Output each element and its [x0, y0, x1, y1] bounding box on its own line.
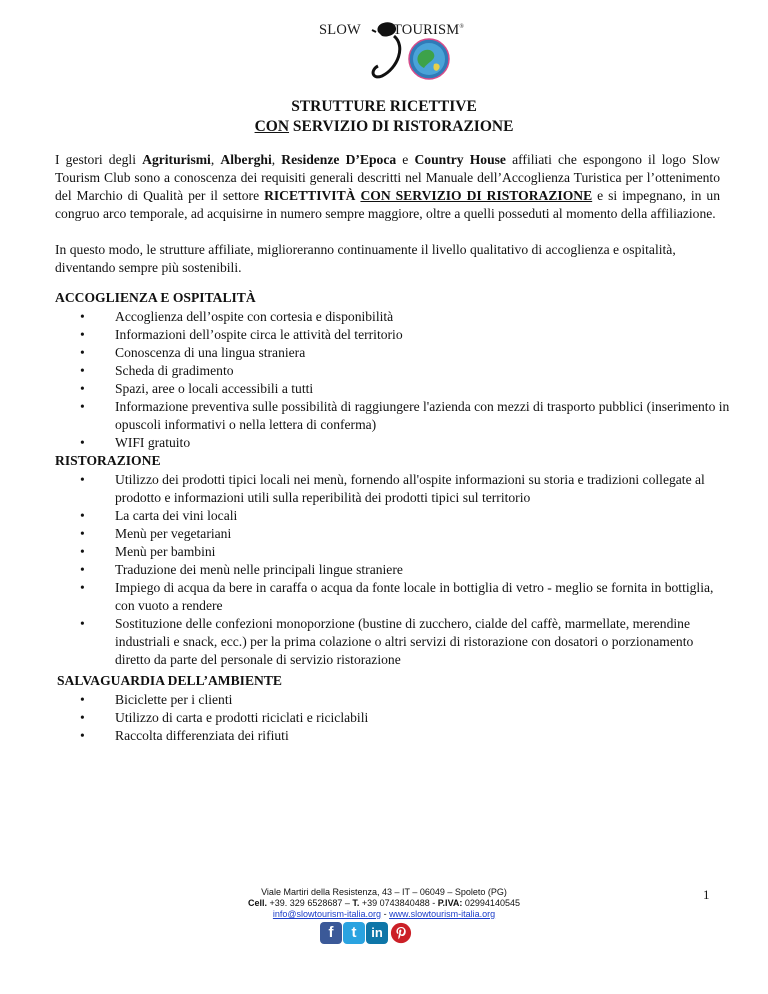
list-accoglienza — [80, 308, 730, 452]
email-link[interactable]: info@slowtourism-italia.org — [272, 909, 382, 919]
list-item: • Informazione preventiva sulle possibilità di raggiungere l'azienda con mezzi di trasporto pubblici (inserimento in opuscoli informativi o nella lettera di conferma) — [80, 399, 730, 432]
website-link[interactable]: www.slowtourism-italia.org — [389, 909, 496, 919]
list-item: • Scheda di gradimento — [80, 363, 234, 378]
list-item: • Utilizzo di carta e prodotti riciclati e riciclabili — [80, 710, 369, 725]
list-ristorazione — [80, 471, 730, 669]
title-line-1: STRUTTURE RICETTIVE — [291, 98, 477, 115]
intro-paragraph: I gestori degli Agriturismi, Alberghi, Residenze D’Epoca e Country House affiliati che espongono il logo Slow Tourism Club sono a conoscenza dei requisiti generali descritti nel Manuale dell’Accoglienza Turistica per l’ottenimento del Marchio di Qualità per il settore RICETTIVITÀ CON SERVIZIO DI RISTORAZIONE e si impegnano, in un congruo arco temporale, ad acquisirne in numero sempre maggiore, oltre a quelli posseduti al momento della affiliazione. — [55, 152, 720, 221]
section-title-accoglienza: ACCOGLIENZA E OSPITALITÀ — [55, 290, 256, 305]
title-line-2: CON SERVIZIO DI RISTORAZIONE — [254, 118, 514, 135]
globe-icon — [408, 38, 450, 80]
list-item: • Informazioni dell’ospite circa le attività del territorio — [80, 327, 403, 342]
intro-paragraph-2: In questo modo, le strutture affiliate, miglioreranno continuamente il livello qualitativo di accoglienza e ospitalità, diventando sempre più sostenibili. — [55, 242, 676, 275]
list-item: • WIFI gratuito — [80, 435, 191, 450]
footer-address: Viale Martiri della Resistenza, 43 – IT – 06049 – Spoleto (PG) — [261, 887, 507, 897]
footer-contacts: Cell. +39. 329 6528687 – T. +39 0743840488 - P.IVA: 02994140545 — [248, 898, 520, 908]
list-item: • Accoglienza dell’ospite con cortesia e disponibilità — [80, 309, 394, 324]
slow-tourism-logo — [316, 14, 468, 84]
social-icons — [320, 922, 413, 946]
list-item: • Sostituzione delle confezioni monoporzione (bustine di zucchero, cialde del caffè, marmellate, merendine industriali e snack, ecc.) per la prima colazione o altri servizi di ristorazione con dosatori o porzionamento diretto da parte del personale di servizio ristorazione — [80, 616, 694, 667]
pinterest-icon[interactable] — [389, 922, 413, 944]
page-number: 1 — [703, 887, 710, 902]
logo-text-tourism: TOURISM® — [393, 22, 465, 38]
footer-links: info@slowtourism-italia.org - www.slowtourism-italia.org — [272, 909, 496, 919]
twitter-icon[interactable]: t — [343, 922, 365, 944]
facebook-icon[interactable]: f — [320, 922, 342, 944]
list-item: • Raccolta differenziata dei rifiuti — [80, 728, 289, 743]
list-item: • Biciclette per i clienti — [80, 692, 233, 707]
list-item: • Spazi, aree o locali accessibili a tutti — [80, 381, 314, 396]
section-title-ambiente: SALVAGUARDIA DELL’AMBIENTE — [57, 673, 282, 688]
list-item: • Utilizzo dei prodotti tipici locali nei menù, fornendo all'ospite informazioni su storia e tradizioni collegate al prodotto e informazioni utili sulla reperibilità dei prodotti tipici sul territorio — [80, 472, 705, 505]
list-item: • Menù per vegetariani — [80, 526, 232, 541]
list-item: • Impiego di acqua da bere in caraffa o acqua da fonte locale in bottiglia di vetro - meglio se fornita in bottiglia, con vuoto a rendere — [80, 580, 714, 613]
list-item: • Traduzione dei menù nelle principali lingue straniere — [80, 562, 403, 577]
list-item: • Conoscenza di una lingua straniera — [80, 345, 306, 360]
linkedin-icon[interactable]: in — [366, 922, 388, 944]
logo-text-slow: SLOW — [319, 22, 361, 38]
list-ambiente — [80, 691, 730, 745]
list-item: • La carta dei vini locali — [80, 508, 238, 523]
section-title-ristorazione: RISTORAZIONE — [55, 453, 161, 468]
list-item: • Menù per bambini — [80, 544, 216, 559]
